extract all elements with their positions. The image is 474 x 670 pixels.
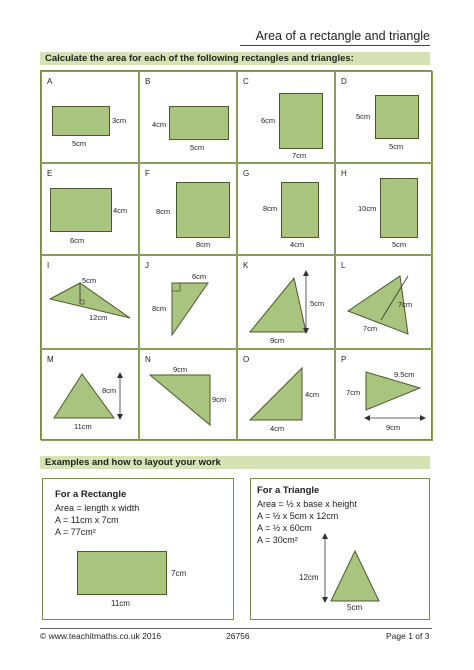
- rectangle-formula-line: Area = length x width: [55, 503, 140, 513]
- dimension-label: 7cm: [398, 300, 413, 309]
- cell-b: [139, 71, 237, 163]
- dimension-label: 5cm: [356, 112, 371, 121]
- cell-h: [335, 163, 433, 255]
- triangle-example-heading: For a Triangle: [257, 485, 320, 496]
- cell-letter: G: [243, 169, 250, 178]
- instruction-band: Calculate the area for each of the following rectangles and triangles:: [40, 52, 430, 65]
- dimension-label: 4cm: [305, 390, 320, 399]
- cell-letter: D: [341, 77, 347, 86]
- dimension-label: 9.5cm: [394, 370, 415, 379]
- triangle-working-line: A = ½ x 5cm x 12cm: [257, 511, 339, 521]
- dimension-label: 4cm: [113, 206, 128, 215]
- triangle-answer-line: A = 30cm²: [257, 535, 298, 545]
- dimension-label: 8cm: [156, 207, 171, 216]
- cell-f: [139, 163, 237, 255]
- cell-letter: B: [145, 77, 151, 86]
- cell-letter: E: [47, 169, 53, 178]
- cell-k: [237, 255, 335, 349]
- dimension-label: 8cm: [152, 304, 167, 313]
- cell-g: [237, 163, 335, 255]
- exercise-grid: [40, 70, 432, 440]
- dimension-label: 11cm: [74, 422, 92, 431]
- triangle-formula-line: Area = ½ x base x height: [257, 499, 357, 509]
- dimension-label: 4cm: [290, 240, 305, 249]
- triangle-working-line-2: A = ½ x 60cm: [257, 523, 312, 533]
- cell-letter: C: [243, 77, 249, 86]
- footer-page-number: Page 1 of 3: [386, 631, 430, 641]
- dimension-label: 9cm: [212, 395, 227, 404]
- dimension-label: 5cm: [82, 276, 97, 285]
- dimension-label: 5cm: [310, 299, 325, 308]
- example-triangle-diagram: [251, 479, 431, 621]
- cell-i: [41, 255, 139, 349]
- cell-n: [139, 349, 237, 441]
- cell-c: [237, 71, 335, 163]
- dimension-label: 8cm: [102, 386, 117, 395]
- cell-p: [335, 349, 433, 441]
- examples-band: Examples and how to layout your work: [40, 456, 430, 469]
- dimension-label: 9cm: [270, 336, 285, 345]
- cell-l: [335, 255, 433, 349]
- cell-letter: I: [47, 261, 50, 270]
- triangle-diagram: [140, 256, 238, 350]
- cell-a: [41, 71, 139, 163]
- cell-m: [41, 349, 139, 441]
- cell-letter: O: [243, 355, 250, 364]
- dimension-label: 9cm: [173, 365, 188, 374]
- rectangle-shape: [380, 178, 418, 238]
- cell-o: [237, 349, 335, 441]
- rectangle-shape: [52, 106, 110, 136]
- dimension-label: 5cm: [72, 139, 87, 148]
- dimension-label: 11cm: [111, 599, 130, 608]
- rectangle-example-box: [42, 478, 234, 620]
- dimension-label: 10cm: [358, 204, 377, 213]
- dimension-label: 7cm: [171, 569, 187, 578]
- cell-letter: A: [47, 77, 53, 86]
- dimension-label: 3cm: [112, 116, 127, 125]
- cell-letter: N: [145, 355, 151, 364]
- cell-d: [335, 71, 433, 163]
- cell-letter: H: [341, 169, 347, 178]
- dimension-label: 12cm: [89, 313, 108, 322]
- triangle-diagram: [42, 256, 140, 350]
- page-title: Area of a rectangle and triangle: [255, 29, 430, 43]
- dimension-label: 8cm: [263, 204, 278, 213]
- dimension-label: 6cm: [261, 116, 276, 125]
- dimension-label: 8cm: [196, 240, 211, 249]
- footer-rule: [40, 628, 432, 629]
- rectangle-shape: [169, 106, 229, 140]
- rectangle-working-line: A = 11cm x 7cm: [55, 515, 119, 525]
- cell-letter: F: [145, 169, 150, 178]
- rectangle-shape: [176, 182, 230, 238]
- triangle-diagram: [336, 256, 434, 350]
- triangle-diagram: [238, 350, 336, 442]
- cell-letter: M: [47, 355, 54, 364]
- triangle-example-box: [250, 478, 430, 620]
- dimension-label: 7cm: [346, 388, 361, 397]
- dimension-label: 5cm: [190, 143, 205, 152]
- rectangle-shape: [279, 93, 323, 149]
- cell-e: [41, 163, 139, 255]
- dimension-label: 4cm: [152, 120, 167, 129]
- dimension-label: 5cm: [347, 603, 363, 612]
- rectangle-example-heading: For a Rectangle: [55, 489, 127, 500]
- cell-letter: J: [145, 261, 149, 270]
- dimension-label: 4cm: [270, 424, 285, 433]
- cell-letter: L: [341, 261, 346, 270]
- cell-j: [139, 255, 237, 349]
- dimension-label: 7cm: [363, 324, 378, 333]
- dimension-label: 7cm: [292, 151, 307, 160]
- footer-copyright: © www.teachitmaths.co.uk 2016: [40, 631, 162, 641]
- dimension-label: 5cm: [392, 240, 407, 249]
- dimension-label: 5cm: [389, 142, 404, 151]
- cell-letter: P: [341, 355, 347, 364]
- dimension-label: 6cm: [70, 236, 85, 245]
- dimension-label: 6cm: [192, 272, 207, 281]
- example-rectangle-shape: [77, 551, 167, 595]
- cell-letter: K: [243, 261, 249, 270]
- rectangle-answer-line: A = 77cm²: [55, 527, 96, 537]
- dimension-label: 12cm: [299, 573, 319, 582]
- dimension-label: 9cm: [386, 423, 401, 432]
- rectangle-shape: [375, 95, 419, 139]
- footer-code: 26756: [226, 631, 250, 641]
- rectangle-shape: [281, 182, 319, 238]
- title-rule: [240, 45, 430, 46]
- rectangle-shape: [50, 188, 112, 232]
